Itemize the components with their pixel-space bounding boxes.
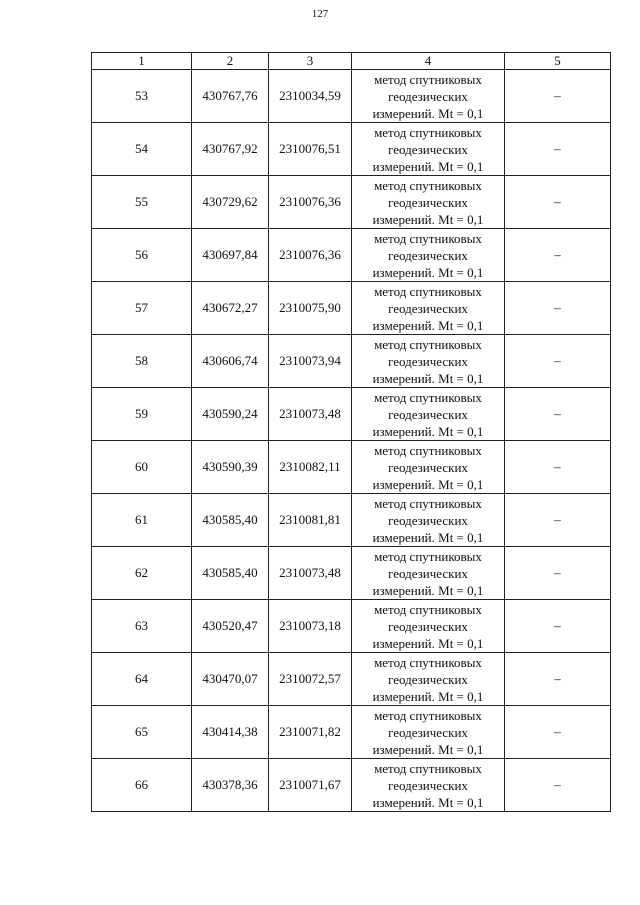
method-line: измерений. Mt = 0,1 <box>372 529 484 545</box>
y-coordinate-cell: 2310072,57 <box>269 653 352 706</box>
method-line: метод спутниковых <box>374 389 482 405</box>
note-cell: – <box>505 123 611 176</box>
page-number: 127 <box>311 8 329 20</box>
note-cell: – <box>505 706 611 759</box>
y-coordinate-cell: 2310075,90 <box>269 282 352 335</box>
method-line: геодезических <box>388 247 468 263</box>
note-cell: – <box>505 388 611 441</box>
point-number-cell: 60 <box>92 441 192 494</box>
table-row <box>92 388 611 441</box>
table-row <box>92 176 611 229</box>
table-row <box>92 494 611 547</box>
method-line: измерений. Mt = 0,1 <box>372 476 484 492</box>
y-coordinate-cell: 2310076,51 <box>269 123 352 176</box>
x-coordinate-cell: 430590,24 <box>192 388 269 441</box>
method-line: геодезических <box>388 618 468 634</box>
method-line: геодезических <box>388 141 468 157</box>
table-row <box>92 706 611 759</box>
y-coordinate-cell: 2310071,67 <box>269 759 352 812</box>
method-line: метод спутниковых <box>374 177 482 193</box>
table-row <box>92 335 611 388</box>
coordinates-table <box>91 52 611 812</box>
method-line: геодезических <box>388 671 468 687</box>
x-coordinate-cell: 430697,84 <box>192 229 269 282</box>
method-line: метод спутниковых <box>374 495 482 511</box>
method-line: измерений. Mt = 0,1 <box>372 423 484 439</box>
method-line: метод спутниковых <box>374 230 482 246</box>
point-number-cell: 54 <box>92 123 192 176</box>
method-line: измерений. Mt = 0,1 <box>372 264 484 280</box>
method-line: измерений. Mt = 0,1 <box>372 317 484 333</box>
point-number-cell: 66 <box>92 759 192 812</box>
column-header-4: 4 <box>352 53 505 70</box>
column-header-5: 5 <box>505 53 611 70</box>
method-line: измерений. Mt = 0,1 <box>372 794 484 810</box>
method-cell <box>352 600 505 653</box>
note-cell: – <box>505 547 611 600</box>
method-line: метод спутниковых <box>374 707 482 723</box>
method-line: метод спутниковых <box>374 442 482 458</box>
table-row <box>92 229 611 282</box>
method-cell <box>352 441 505 494</box>
method-line: метод спутниковых <box>374 760 482 776</box>
y-coordinate-cell: 2310076,36 <box>269 229 352 282</box>
method-line: метод спутниковых <box>374 283 482 299</box>
method-cell <box>352 176 505 229</box>
note-cell: – <box>505 70 611 123</box>
method-line: геодезических <box>388 459 468 475</box>
point-number-cell: 56 <box>92 229 192 282</box>
x-coordinate-cell: 430470,07 <box>192 653 269 706</box>
method-line: метод спутниковых <box>374 336 482 352</box>
table-row <box>92 600 611 653</box>
note-cell: – <box>505 600 611 653</box>
y-coordinate-cell: 2310073,48 <box>269 547 352 600</box>
method-line: измерений. Mt = 0,1 <box>372 211 484 227</box>
y-coordinate-cell: 2310073,48 <box>269 388 352 441</box>
x-coordinate-cell: 430378,36 <box>192 759 269 812</box>
method-line: геодезических <box>388 194 468 210</box>
y-coordinate-cell: 2310034,59 <box>269 70 352 123</box>
method-cell <box>352 388 505 441</box>
method-cell <box>352 547 505 600</box>
method-line: измерений. Mt = 0,1 <box>372 105 484 121</box>
x-coordinate-cell: 430590,39 <box>192 441 269 494</box>
method-cell <box>352 123 505 176</box>
method-line: метод спутниковых <box>374 548 482 564</box>
method-cell <box>352 706 505 759</box>
note-cell: – <box>505 759 611 812</box>
point-number-cell: 62 <box>92 547 192 600</box>
point-number-cell: 58 <box>92 335 192 388</box>
x-coordinate-cell: 430672,27 <box>192 282 269 335</box>
point-number-cell: 55 <box>92 176 192 229</box>
y-coordinate-cell: 2310071,82 <box>269 706 352 759</box>
method-line: геодезических <box>388 300 468 316</box>
method-line: измерений. Mt = 0,1 <box>372 158 484 174</box>
y-coordinate-cell: 2310081,81 <box>269 494 352 547</box>
x-coordinate-cell: 430414,38 <box>192 706 269 759</box>
note-cell: – <box>505 653 611 706</box>
note-cell: – <box>505 335 611 388</box>
column-header-1: 1 <box>92 53 192 70</box>
y-coordinate-cell: 2310073,94 <box>269 335 352 388</box>
method-line: геодезических <box>388 565 468 581</box>
note-cell: – <box>505 441 611 494</box>
point-number-cell: 61 <box>92 494 192 547</box>
method-line: геодезических <box>388 777 468 793</box>
note-cell: – <box>505 494 611 547</box>
x-coordinate-cell: 430729,62 <box>192 176 269 229</box>
point-number-cell: 64 <box>92 653 192 706</box>
point-number-cell: 65 <box>92 706 192 759</box>
table-row <box>92 547 611 600</box>
table-row <box>92 441 611 494</box>
table-row <box>92 653 611 706</box>
table-body <box>92 70 611 812</box>
table-row <box>92 70 611 123</box>
note-cell: – <box>505 176 611 229</box>
method-line: геодезических <box>388 512 468 528</box>
method-line: геодезических <box>388 724 468 740</box>
method-line: метод спутниковых <box>374 71 482 87</box>
table-row <box>92 759 611 812</box>
point-number-cell: 57 <box>92 282 192 335</box>
method-line: измерений. Mt = 0,1 <box>372 688 484 704</box>
point-number-cell: 53 <box>92 70 192 123</box>
y-coordinate-cell: 2310073,18 <box>269 600 352 653</box>
method-cell <box>352 229 505 282</box>
method-cell <box>352 282 505 335</box>
column-header-2: 2 <box>192 53 269 70</box>
note-cell: – <box>505 282 611 335</box>
method-line: измерений. Mt = 0,1 <box>372 635 484 651</box>
y-coordinate-cell: 2310082,11 <box>269 441 352 494</box>
column-header-3: 3 <box>269 53 352 70</box>
method-line: метод спутниковых <box>374 654 482 670</box>
x-coordinate-cell: 430606,74 <box>192 335 269 388</box>
method-cell <box>352 335 505 388</box>
method-line: метод спутниковых <box>374 601 482 617</box>
note-cell: – <box>505 229 611 282</box>
method-line: геодезических <box>388 406 468 422</box>
x-coordinate-cell: 430585,40 <box>192 547 269 600</box>
x-coordinate-cell: 430520,47 <box>192 600 269 653</box>
table-header-row <box>92 53 611 70</box>
method-line: измерений. Mt = 0,1 <box>372 370 484 386</box>
point-number-cell: 59 <box>92 388 192 441</box>
x-coordinate-cell: 430767,92 <box>192 123 269 176</box>
method-line: измерений. Mt = 0,1 <box>372 741 484 757</box>
method-cell <box>352 494 505 547</box>
x-coordinate-cell: 430585,40 <box>192 494 269 547</box>
method-cell <box>352 653 505 706</box>
method-cell <box>352 759 505 812</box>
x-coordinate-cell: 430767,76 <box>192 70 269 123</box>
method-line: геодезических <box>388 88 468 104</box>
method-line: геодезических <box>388 353 468 369</box>
table-row <box>92 123 611 176</box>
table-row <box>92 282 611 335</box>
method-cell <box>352 70 505 123</box>
method-line: измерений. Mt = 0,1 <box>372 582 484 598</box>
y-coordinate-cell: 2310076,36 <box>269 176 352 229</box>
method-line: метод спутниковых <box>374 124 482 140</box>
point-number-cell: 63 <box>92 600 192 653</box>
